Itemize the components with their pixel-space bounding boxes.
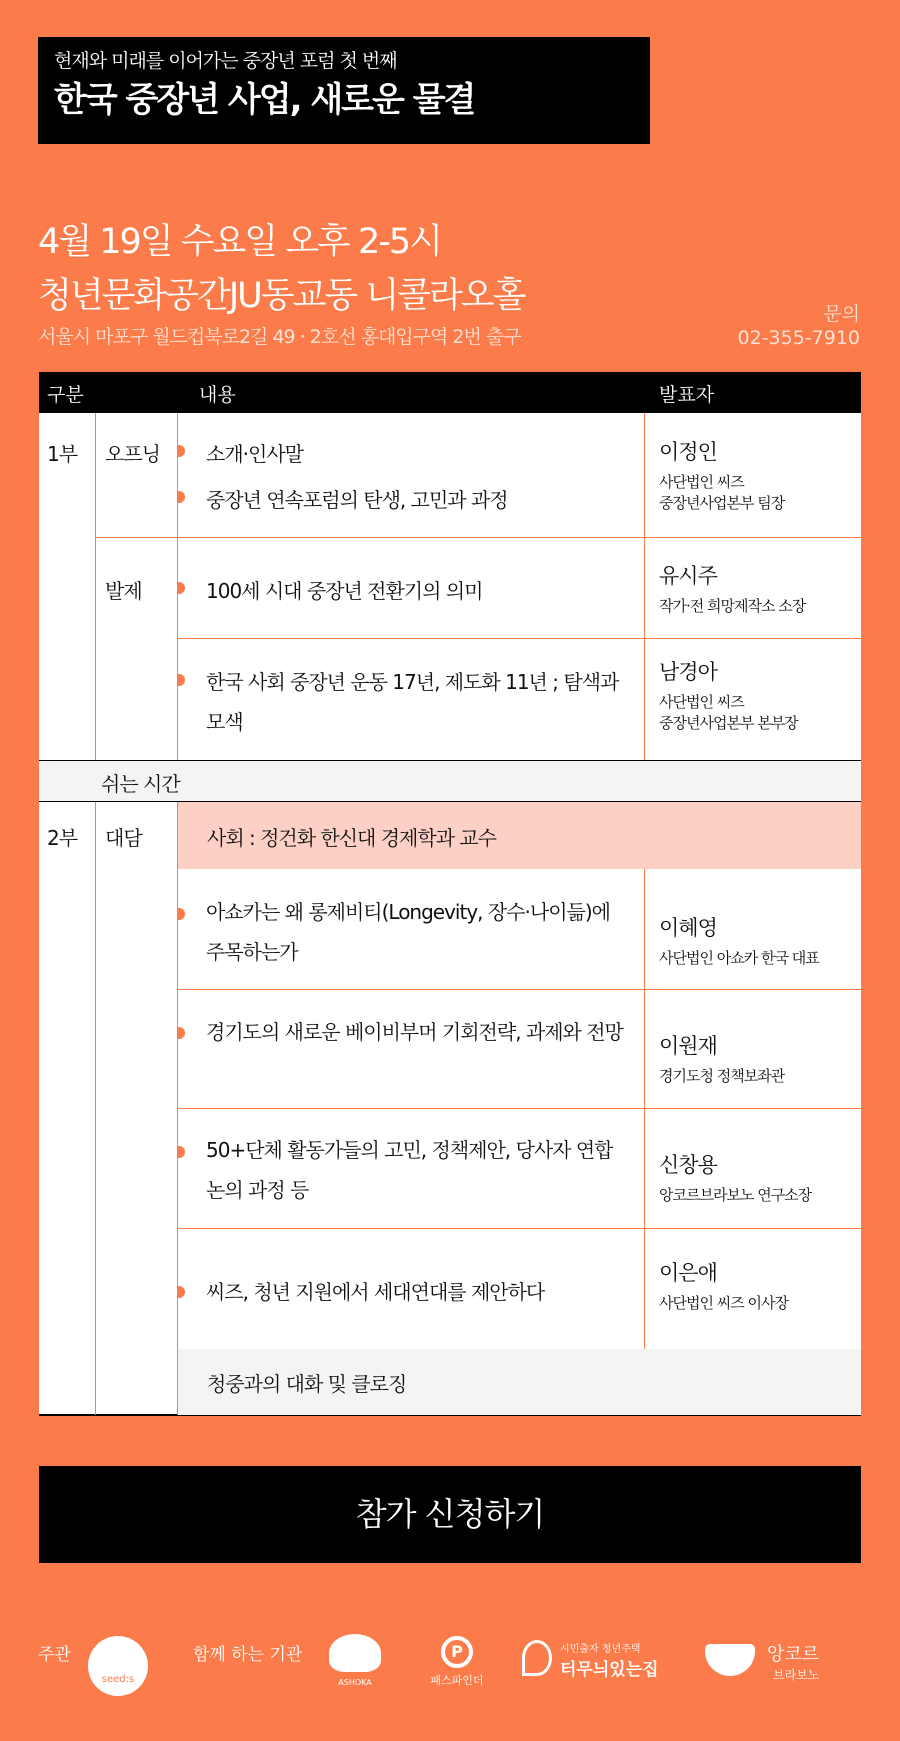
table-header	[39, 372, 861, 413]
event-venue: 청년문화공간JU동교동 니콜라오홀	[38, 276, 525, 316]
page-title: 한국 중장년 사업, 새로운 물결	[54, 80, 475, 120]
encore-bravo-logo: 앙코르 브라보노	[705, 1640, 845, 1683]
subtitle: 현재와 미래를 이어가는 중장년 포럼 첫 번째	[54, 50, 397, 72]
speaker: 남경아 사단법인 씨즈 중장년사업본부 본부장	[659, 660, 798, 732]
program-item: 100세 시대 중장년 전환기의 의미	[206, 579, 483, 603]
bullet-icon	[178, 491, 185, 503]
apply-button[interactable]: 참가 신청하기	[39, 1466, 861, 1563]
program-item: 50+단체 활동가들의 고민, 정책제안, 당사자 연합 논의 과정 등	[206, 1138, 613, 1202]
host-label: 주관	[38, 1645, 71, 1665]
speaker: 이원재 경기도청 정책보좌관	[659, 1034, 785, 1085]
title-box	[38, 37, 650, 144]
seeds-logo: seed:s	[88, 1636, 148, 1696]
bullet-icon	[178, 445, 185, 457]
bullet-icon	[178, 1027, 185, 1039]
bullet-icon	[178, 674, 185, 686]
inquiry-label: 문의	[823, 303, 860, 325]
bullet-icon	[178, 582, 185, 594]
opening-label: 오프닝	[105, 442, 160, 466]
speaker: 이정인 사단법인 씨즈 중장년사업본부 팀장	[659, 440, 785, 512]
break-label: 쉬는 시간	[101, 772, 180, 796]
part1-label: 1부	[47, 442, 78, 466]
program-item: 중장년 연속포럼의 탄생, 고민과 과정	[206, 488, 508, 512]
program-item: 경기도의 새로운 베이비부머 기회전략, 과제와 전망	[206, 1020, 623, 1044]
event-address: 서울시 마포구 월드컵북로2길 49 · 2호선 홍대입구역 2번 출구	[38, 326, 521, 348]
program-item: 소개·인사말	[206, 442, 303, 466]
inquiry	[737, 302, 860, 350]
pathfinder-logo: P 패스파인더	[425, 1636, 489, 1688]
header-category: 구분	[47, 384, 84, 406]
closing: 청중과의 대화 및 클로징	[207, 1372, 407, 1396]
event-datetime: 4월 19일 수요일 오후 2-5시	[38, 222, 441, 262]
program-item: 아쇼카는 왜 롱제비티(Longevity, 장수·나이듦)에 주목하는가	[206, 900, 610, 964]
housing-logo: 시민출자 청년주택 터무늬있는집	[522, 1640, 672, 1680]
bullet-icon	[178, 1286, 185, 1298]
inquiry-phone[interactable]: 02-355-7910	[737, 327, 860, 349]
speaker: 신창용 앙코르브라보노 연구소장	[659, 1153, 812, 1204]
session-label: 대담	[105, 826, 142, 850]
partners-label: 함께 하는 기관	[193, 1645, 303, 1665]
program-item: 한국 사회 중장년 운동 17년, 제도화 11년 ; 탐색과 모색	[206, 670, 619, 734]
speaker: 이은애 사단법인 씨즈 이사장	[659, 1261, 788, 1312]
speaker: 이혜영 사단법인 아쇼카 한국 대표	[659, 916, 819, 967]
program-table	[39, 372, 861, 1416]
bullet-icon	[178, 908, 185, 920]
moderator: 사회 : 정건화 한신대 경제학과 교수	[207, 826, 497, 850]
part2-label: 2부	[47, 826, 78, 850]
header-speaker: 발표자	[659, 384, 715, 406]
ashoka-logo: ASHOKA	[322, 1634, 388, 1687]
speaker: 유시주 작가·전 희망제작소 소장	[659, 564, 806, 615]
program-item: 씨즈, 청년 지원에서 세대연대를 제안하다	[206, 1280, 545, 1304]
header-content: 내용	[199, 384, 236, 406]
talk-label: 발제	[105, 579, 142, 603]
bullet-icon	[178, 1146, 185, 1158]
